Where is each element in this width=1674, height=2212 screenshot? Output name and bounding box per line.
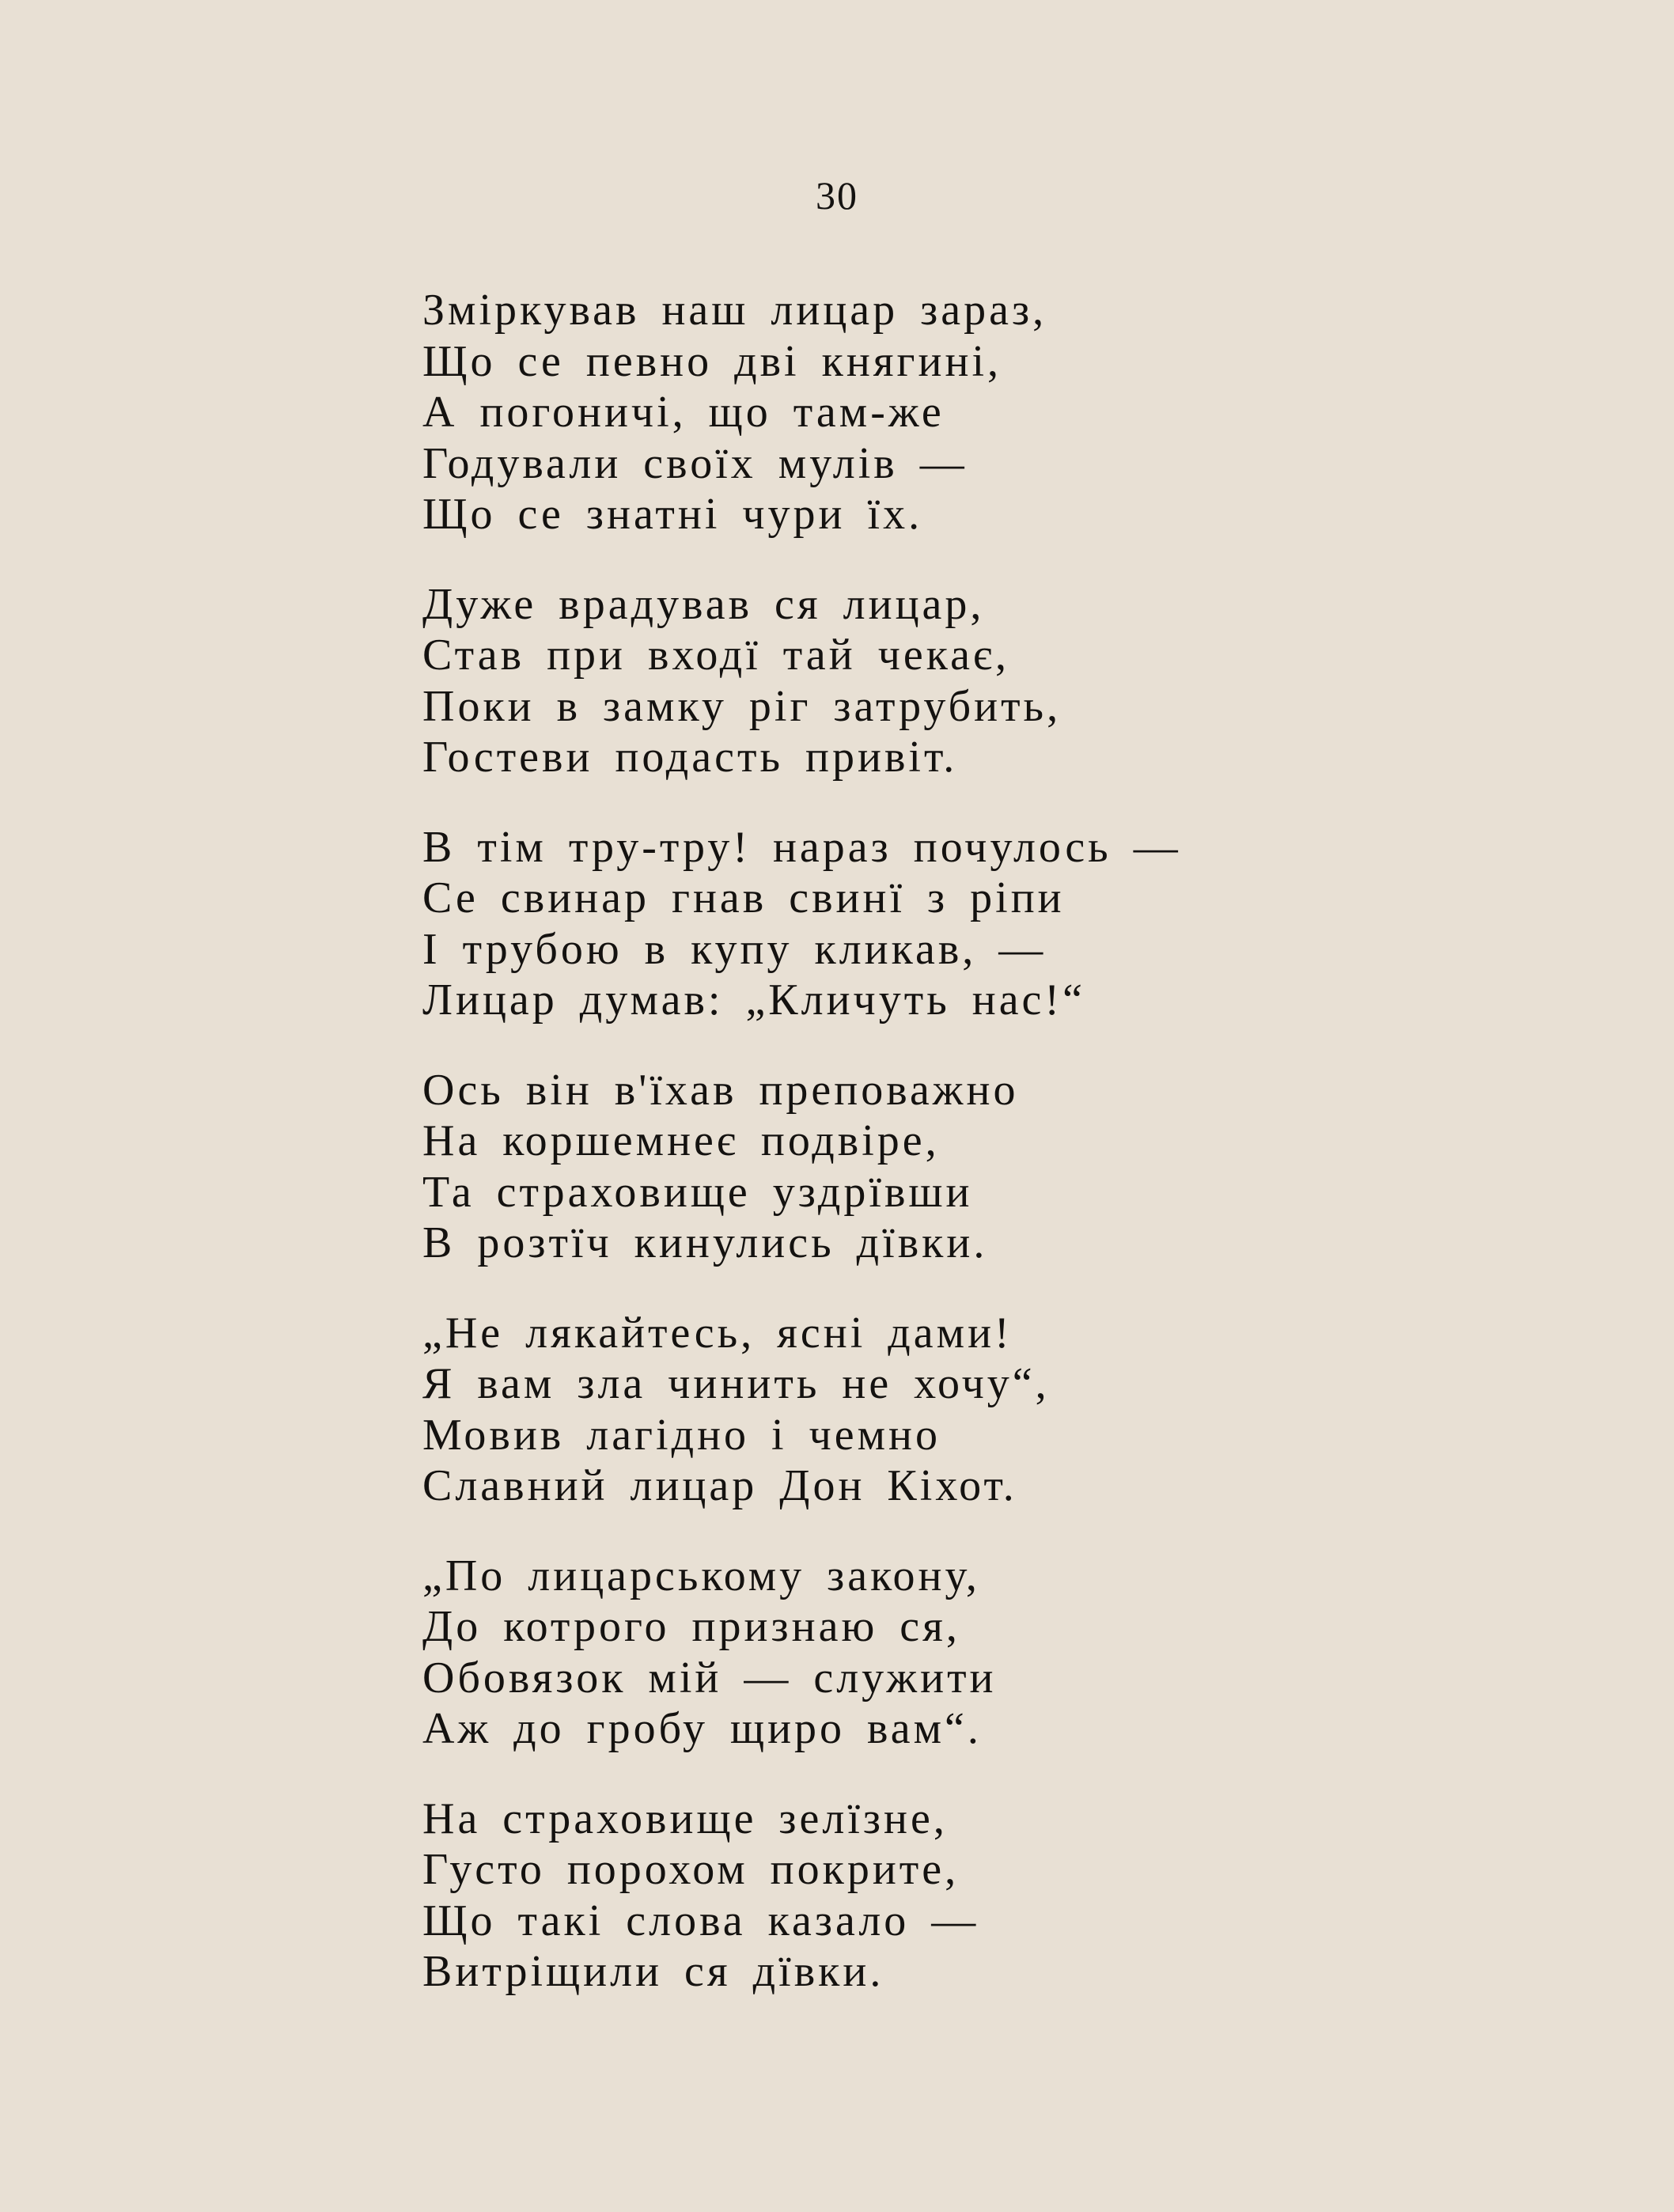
stanza-1: [422, 285, 1657, 540]
poem-line: Що такі слова казало —: [422, 1896, 979, 1945]
poem-line: В тім тру-тру! нараз почулось —: [422, 822, 1181, 872]
poem-line: На страховище зелїзне,: [422, 1793, 948, 1843]
poem: [422, 285, 1657, 2036]
poem-line: Став при входї тай чекає,: [422, 631, 1009, 680]
poem-line: А погоничі, що там-же: [422, 388, 945, 437]
poem-line: Дуже врадував ся лицар,: [422, 579, 985, 629]
poem-line: Обовязок мій — служити: [422, 1653, 997, 1703]
poem-line: Поки в замку ріг затрубить,: [422, 681, 1062, 731]
poem-line: Густо порохом покрите,: [422, 1845, 960, 1894]
poem-line: Славний лицар Дон Кіхот.: [422, 1461, 1017, 1510]
poem-line: В розтїч кинулись дївки.: [422, 1218, 988, 1267]
poem-line: Що се знатні чури їх.: [422, 490, 923, 539]
poem-line: Гостеви подасть привіт.: [422, 733, 958, 782]
poem-line: „Не лякайтесь, ясні дами!: [422, 1308, 1013, 1358]
poem-line: І трубою в купу кликав, —: [422, 924, 1047, 974]
poem-line: Се свинар гнав свинї з ріпи: [422, 873, 1065, 922]
poem-line: На коршемнеє подвіре,: [422, 1116, 940, 1165]
stanza-5: [422, 1308, 1657, 1512]
page-number: 30: [816, 173, 858, 218]
stanza-7: [422, 1793, 1657, 1998]
poem-line: Годували своїх мулів —: [422, 438, 968, 488]
poem-line: Що се певно дві княгині,: [422, 336, 1002, 386]
stanza-2: [422, 579, 1657, 783]
poem-line: Аж до гробу щиро вам“.: [422, 1704, 982, 1753]
poem-line: До котрого признаю ся,: [422, 1602, 960, 1651]
stanza-6: [422, 1551, 1657, 1755]
poem-line: Зміркував наш лицар зараз,: [422, 286, 1047, 335]
poem-line: Витріщили ся дївки.: [422, 1947, 884, 1996]
poem-line: Ось він в'їхав преповажно: [422, 1065, 1019, 1115]
poem-line: Лицар думав: „Кличуть нас!“: [422, 975, 1085, 1025]
stanza-3: [422, 822, 1657, 1026]
stanza-4: [422, 1065, 1657, 1269]
poem-line: Та страховище уздрївши: [422, 1167, 973, 1217]
poem-line: „По лицарському закону,: [422, 1551, 980, 1600]
poem-line: Мовив лагідно і чемно: [422, 1410, 941, 1460]
poem-line: Я вам зла чинить не хочу“,: [422, 1359, 1050, 1408]
